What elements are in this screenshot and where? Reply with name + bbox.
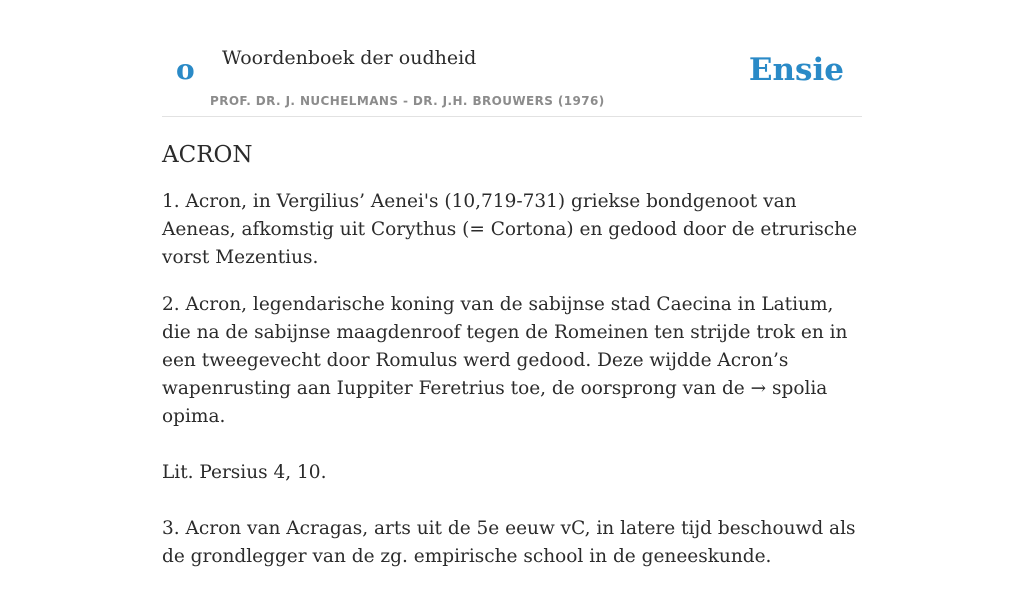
entry-paragraph-3: 3. Acron van Acragas, arts uit de 5e eeuw vC, in latere tijd beschouwd als de grondlegger van de zg. empirische school in de geneeskunde. xyxy=(162,518,856,567)
entry-literature: Lit. Persius 4, 10. xyxy=(162,462,327,483)
header xyxy=(162,0,862,117)
entry-paragraph-1: 1. Acron, in Vergilius’ Aenei's (10,719-731) griekse bondgenoot van Aeneas, afkomstig uit Corythus (= Cortona) en gedood door de etrurische vorst Mezentius. xyxy=(162,191,858,268)
book-authors: PROF. DR. J. NUCHELMANS - DR. J.H. BROUWERS (1976) xyxy=(210,94,605,108)
book-title[interactable]: Woordenboek der oudheid xyxy=(222,47,477,69)
entry-content xyxy=(162,138,862,590)
entry-paragraph-2: 2. Acron, legendarische koning van de sabijnse stad Caecina in Latium, die na de sabijnse maagdenroof tegen de Romeinen ten strijde trok en in een tweegevecht door Romulus werd gedood. Deze wijdde Acron’s wapenrusting aan Iuppiter Feretrius toe, de oorsprong van de → spolia opima. xyxy=(162,294,848,427)
entry-title: ACRON xyxy=(162,142,253,168)
index-letter[interactable]: o xyxy=(176,53,195,86)
ensie-logo[interactable]: Ensie xyxy=(748,52,844,88)
